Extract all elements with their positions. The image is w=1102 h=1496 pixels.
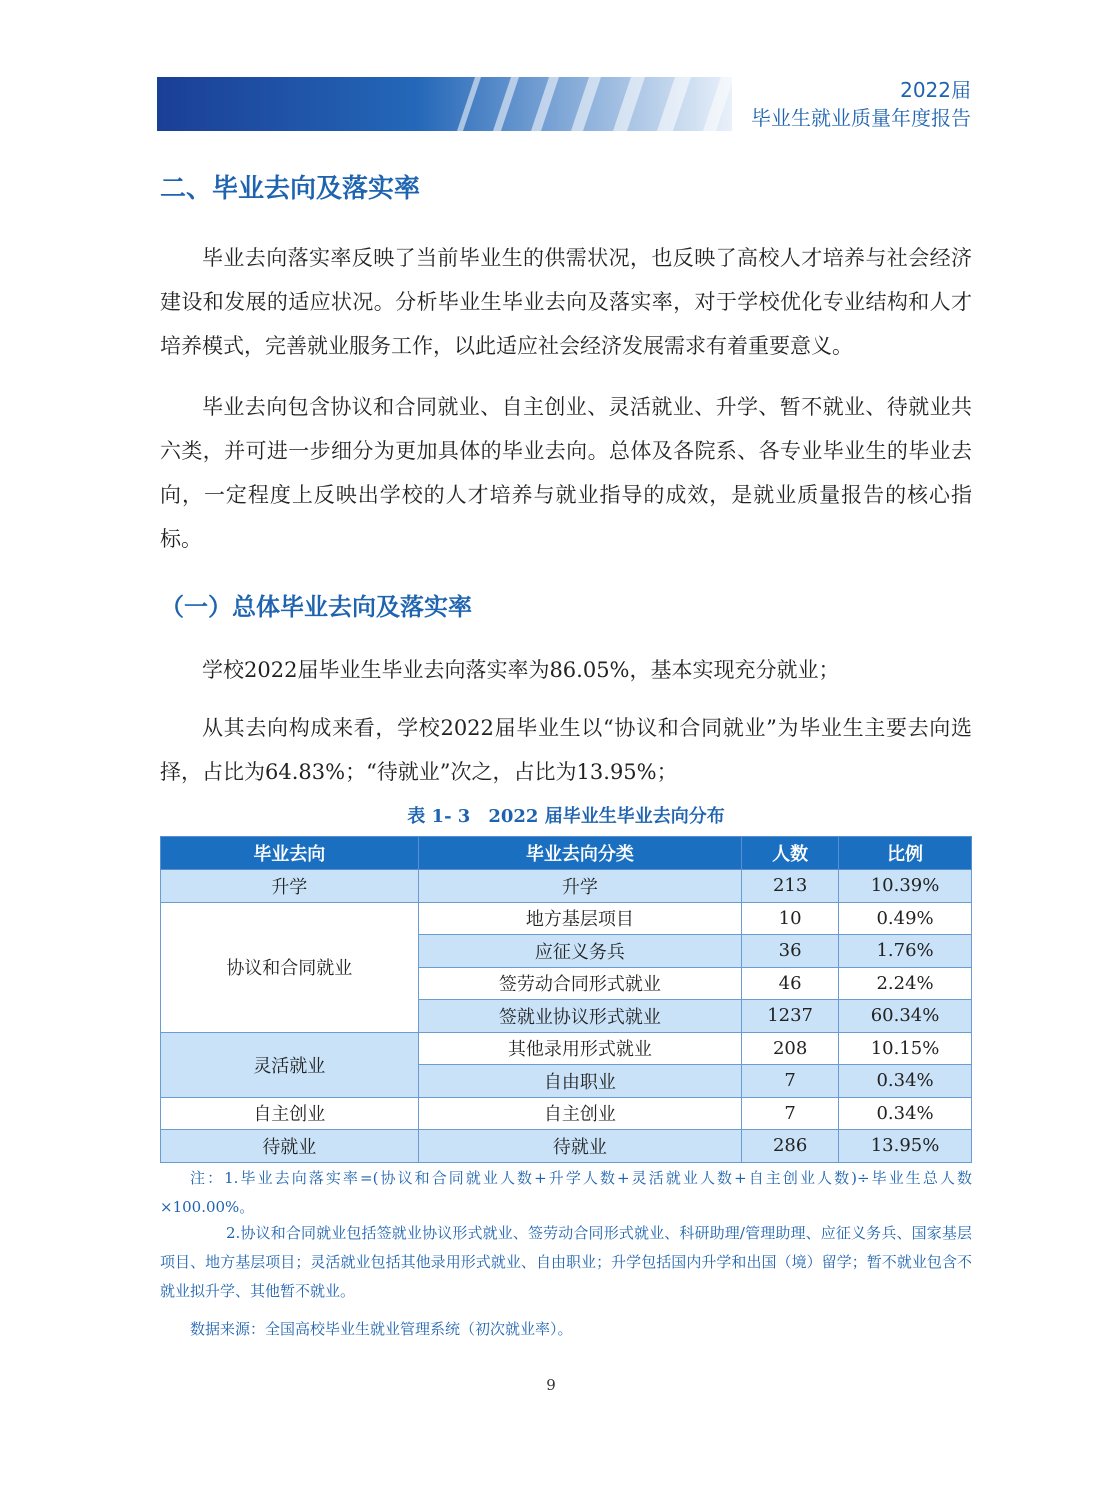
header-banner bbox=[157, 77, 732, 131]
table-row bbox=[161, 1130, 972, 1163]
group-cell: 升学 bbox=[161, 870, 419, 903]
header-year: 2022届 bbox=[900, 78, 971, 102]
table-row bbox=[161, 1032, 972, 1065]
page-number: 9 bbox=[546, 1376, 556, 1394]
ratio-cell: 0.34% bbox=[839, 1065, 972, 1098]
table-row bbox=[161, 870, 972, 903]
count-cell: 286 bbox=[742, 1130, 839, 1163]
section-paragraph-1: 毕业去向落实率反映了当前毕业生的供需状况，也反映了高校人才培养与社会经济建设和发展的适应状况。分析毕业生毕业去向及落实率，对于学校优化专业结构和人才培养模式，完善就业服务工作，以此适应社会经济发展需求有着重要意义。 bbox=[160, 246, 972, 358]
ratio-cell: 1.76% bbox=[839, 935, 972, 968]
table-note-2: 2.协议和合同就业包括签就业协议形式就业、签劳动合同形式就业、科研助理/管理助理、应征义务兵、国家基层项目、地方基层项目；灵活就业包括其他录用形式就业、自由职业；升学包括国内升学和出国（境）留学；暂不就业包含不就业拟升学、其他暂不就业。 bbox=[160, 1224, 972, 1300]
group-cell: 协议和合同就业 bbox=[161, 902, 419, 1032]
ratio-cell: 10.39% bbox=[839, 870, 972, 903]
category-cell: 待就业 bbox=[418, 1130, 742, 1163]
count-cell: 7 bbox=[742, 1097, 839, 1130]
category-cell: 其他录用形式就业 bbox=[418, 1032, 742, 1065]
category-cell: 签劳动合同形式就业 bbox=[418, 967, 742, 1000]
table-row bbox=[161, 902, 972, 935]
data-source-note: 数据来源：全国高校毕业生就业管理系统（初次就业率）。 bbox=[190, 1320, 573, 1338]
category-cell: 自由职业 bbox=[418, 1065, 742, 1098]
header-ratio: 比例 bbox=[839, 837, 972, 870]
ratio-cell: 0.34% bbox=[839, 1097, 972, 1130]
count-cell: 7 bbox=[742, 1065, 839, 1098]
count-cell: 10 bbox=[742, 902, 839, 935]
category-cell: 升学 bbox=[418, 870, 742, 903]
subsection-title: （一）总体毕业去向及落实率 bbox=[160, 593, 472, 621]
category-cell: 地方基层项目 bbox=[418, 902, 742, 935]
count-cell: 208 bbox=[742, 1032, 839, 1065]
category-cell: 自主创业 bbox=[418, 1097, 742, 1130]
category-cell: 应征义务兵 bbox=[418, 935, 742, 968]
group-cell: 灵活就业 bbox=[161, 1032, 419, 1097]
destination-table bbox=[160, 836, 972, 1163]
ratio-cell: 2.24% bbox=[839, 967, 972, 1000]
ratio-cell: 10.15% bbox=[839, 1032, 972, 1065]
count-cell: 36 bbox=[742, 935, 839, 968]
ratio-cell: 13.95% bbox=[839, 1130, 972, 1163]
count-cell: 1237 bbox=[742, 1000, 839, 1033]
header-count: 人数 bbox=[742, 837, 839, 870]
count-cell: 46 bbox=[742, 967, 839, 1000]
category-cell: 签就业协议形式就业 bbox=[418, 1000, 742, 1033]
group-cell: 自主创业 bbox=[161, 1097, 419, 1130]
ratio-cell: 60.34% bbox=[839, 1000, 972, 1033]
group-cell: 待就业 bbox=[161, 1130, 419, 1163]
count-cell: 213 bbox=[742, 870, 839, 903]
table-note-1: 注：1.毕业去向落实率=(协议和合同就业人数+升学人数+灵活就业人数+自主创业人数)÷毕业生总人数×100.00%。 bbox=[160, 1169, 972, 1216]
header-destination: 毕业去向 bbox=[161, 837, 419, 870]
header-stripes-graphic bbox=[157, 77, 732, 131]
subsection-paragraph-1: 学校2022届毕业生毕业去向落实率为86.05%，基本实现充分就业； bbox=[202, 658, 840, 682]
header-category: 毕业去向分类 bbox=[418, 837, 742, 870]
ratio-cell: 0.49% bbox=[839, 902, 972, 935]
table-row bbox=[161, 1097, 972, 1130]
section-paragraph-2: 毕业去向包含协议和合同就业、自主创业、灵活就业、升学、暂不就业、待就业共六类，并可进一步细分为更加具体的毕业去向。总体及各院系、各专业毕业生的毕业去向，一定程度上反映出学校的人才培养与就业指导的成效，是就业质量报告的核心指标。 bbox=[160, 395, 972, 551]
subsection-paragraph-2: 从其去向构成来看，学校2022届毕业生以“协议和合同就业”为毕业生主要去向选择，占比为64.83%；“待就业”次之，占比为13.95%； bbox=[160, 716, 972, 784]
header-report-title: 毕业生就业质量年度报告 bbox=[751, 106, 971, 130]
table-caption: 表 1- 3 2022 届毕业生毕业去向分布 bbox=[407, 806, 725, 827]
table-header-row bbox=[161, 837, 972, 870]
section-title: 二、毕业去向及落实率 bbox=[160, 174, 421, 204]
header-title-block bbox=[751, 76, 971, 132]
